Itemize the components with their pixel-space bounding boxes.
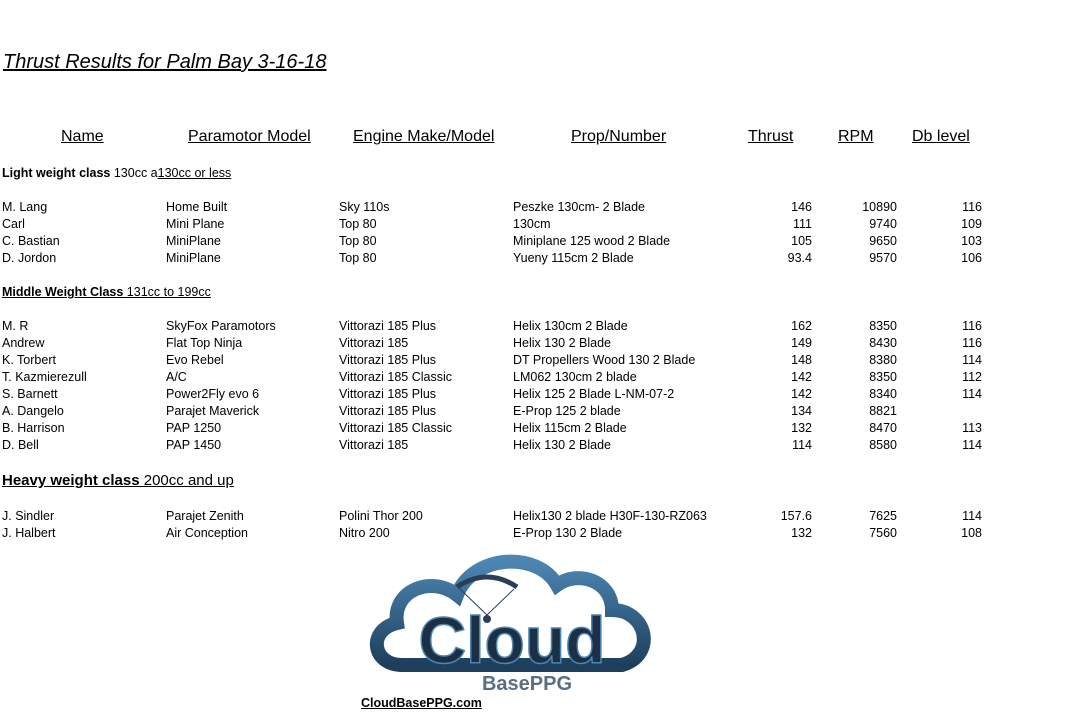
cell-engine: Nitro 200 bbox=[339, 526, 390, 540]
cell-rpm: 8470 bbox=[869, 421, 897, 435]
cell-model: MiniPlane bbox=[166, 234, 221, 248]
cell-thrust: 93.4 bbox=[787, 251, 812, 265]
website-link[interactable]: CloudBasePPG.com bbox=[361, 696, 482, 710]
cell-rpm: 8821 bbox=[869, 404, 897, 418]
cell-name: B. Harrison bbox=[2, 421, 65, 435]
cell-model: Home Built bbox=[166, 200, 228, 214]
section-light-range: 130cc a bbox=[110, 166, 158, 180]
cell-engine: Top 80 bbox=[339, 251, 377, 265]
cell-engine: Vittorazi 185 Classic bbox=[339, 421, 453, 435]
cell-thrust: 105 bbox=[791, 234, 812, 248]
cell-rpm: 8580 bbox=[869, 438, 897, 452]
cell-rpm: 8380 bbox=[869, 353, 897, 367]
cloudbase-logo bbox=[362, 545, 662, 695]
cell-name: T. Kazmierezull bbox=[2, 370, 87, 384]
cell-name: D. Jordon bbox=[2, 251, 57, 265]
cell-name: J. Halbert bbox=[2, 526, 56, 540]
cell-rpm: 8430 bbox=[869, 336, 897, 350]
cell-engine: Vittorazi 185 bbox=[339, 438, 409, 452]
table-row bbox=[0, 370, 1072, 387]
cell-prop: Miniplane 125 wood 2 Blade bbox=[513, 234, 671, 248]
cell-engine: Vittorazi 185 Plus bbox=[339, 387, 437, 401]
cell-model: Parajet Maverick bbox=[166, 404, 260, 418]
cell-db: 114 bbox=[962, 387, 982, 401]
cell-prop: Helix 125 2 Blade L-NM-07-2 bbox=[513, 387, 675, 401]
section-light-range-underlined: 130cc or less bbox=[157, 166, 232, 180]
cell-thrust: 132 bbox=[791, 421, 812, 435]
cell-db: 109 bbox=[961, 217, 982, 231]
cell-rpm: 9740 bbox=[869, 217, 897, 231]
cell-engine: Sky 110s bbox=[339, 200, 390, 214]
cell-name: M. Lang bbox=[2, 200, 48, 214]
cell-engine: Polini Thor 200 bbox=[339, 509, 423, 523]
cell-name: M. R bbox=[2, 319, 29, 333]
cell-thrust: 142 bbox=[791, 387, 812, 401]
cell-name: A. Dangelo bbox=[2, 404, 64, 418]
cell-db: 116 bbox=[962, 200, 982, 214]
section-heavy-range: 200cc and up bbox=[139, 472, 234, 489]
cell-prop: E-Prop 125 2 blade bbox=[513, 404, 621, 418]
section-light-heading bbox=[2, 166, 231, 180]
table-row bbox=[0, 509, 1072, 526]
cell-thrust: 149 bbox=[791, 336, 812, 350]
cell-thrust: 111 bbox=[792, 217, 812, 231]
section-heavy-label: Heavy weight class bbox=[2, 472, 140, 489]
table-row bbox=[0, 526, 1072, 543]
cell-model: MiniPlane bbox=[166, 251, 221, 265]
table-row bbox=[0, 217, 1072, 234]
table-row bbox=[0, 438, 1072, 455]
cell-db: 116 bbox=[962, 319, 982, 333]
cell-prop: Helix130 2 blade H30F-130-RZ063 bbox=[513, 509, 707, 523]
cell-model: SkyFox Paramotors bbox=[166, 319, 276, 333]
cell-name: Carl bbox=[2, 217, 25, 231]
header-rpm: RPM bbox=[838, 128, 874, 145]
section-heavy-heading bbox=[2, 472, 234, 489]
cell-thrust: 157.6 bbox=[780, 509, 812, 523]
table-row bbox=[0, 319, 1072, 336]
section-light-label: Light weight class bbox=[2, 166, 111, 180]
cell-model: PAP 1250 bbox=[166, 421, 222, 435]
header-engine: Engine Make/Model bbox=[353, 128, 495, 145]
cell-db: 114 bbox=[962, 353, 982, 367]
table-row bbox=[0, 200, 1072, 217]
cell-rpm: 9650 bbox=[869, 234, 897, 248]
table-row bbox=[0, 421, 1072, 438]
cell-prop: Yueny 115cm 2 Blade bbox=[513, 251, 634, 265]
header-model: Paramotor Model bbox=[188, 128, 311, 145]
cell-rpm: 8350 bbox=[869, 319, 897, 333]
cell-prop: Helix 130cm 2 Blade bbox=[513, 319, 628, 333]
header-db: Db level bbox=[912, 128, 970, 145]
cell-model: Power2Fly evo 6 bbox=[166, 387, 260, 401]
cell-thrust: 142 bbox=[791, 370, 812, 384]
cell-rpm: 9570 bbox=[869, 251, 897, 265]
header-name: Name bbox=[61, 128, 104, 145]
logo-word: Cloud bbox=[418, 603, 606, 677]
cell-thrust: 148 bbox=[791, 353, 812, 367]
cell-db: 114 bbox=[962, 509, 982, 523]
cell-engine: Vittorazi 185 Plus bbox=[339, 353, 437, 367]
table-row bbox=[0, 336, 1072, 353]
cell-model: Mini Plane bbox=[166, 217, 225, 231]
cell-db: 106 bbox=[961, 251, 982, 265]
cell-thrust: 134 bbox=[791, 404, 812, 418]
cell-thrust: 132 bbox=[791, 526, 812, 540]
cell-model: PAP 1450 bbox=[166, 438, 222, 452]
cell-db: 114 bbox=[962, 438, 982, 452]
header-prop: Prop/Number bbox=[571, 128, 667, 145]
cell-engine: Vittorazi 185 bbox=[339, 336, 409, 350]
cell-prop: Helix 115cm 2 Blade bbox=[513, 421, 627, 435]
cell-thrust: 146 bbox=[791, 200, 812, 214]
cell-prop: Helix 130 2 Blade bbox=[513, 438, 611, 452]
table-row bbox=[0, 234, 1072, 251]
page-title: Thrust Results for Palm Bay 3-16-18 bbox=[3, 51, 327, 73]
cell-rpm: 7560 bbox=[869, 526, 897, 540]
cell-engine: Vittorazi 185 Plus bbox=[339, 404, 437, 418]
cell-db: 116 bbox=[962, 336, 982, 350]
cell-engine: Top 80 bbox=[339, 217, 377, 231]
logo-sub: BasePPG bbox=[481, 673, 573, 695]
cell-prop: LM062 130cm 2 blade bbox=[513, 370, 637, 384]
cell-prop: Helix 130 2 Blade bbox=[513, 336, 611, 350]
cell-model: Air Conception bbox=[166, 526, 248, 540]
table-row bbox=[0, 353, 1072, 370]
cell-prop: DT Propellers Wood 130 2 Blade bbox=[513, 353, 696, 367]
section-middle-heading bbox=[2, 285, 211, 299]
cell-prop: E-Prop 130 2 Blade bbox=[513, 526, 623, 540]
cell-rpm: 8350 bbox=[869, 370, 897, 384]
cell-name: C. Bastian bbox=[2, 234, 60, 248]
cell-db: 112 bbox=[962, 370, 982, 384]
cell-prop: Peszke 130cm- 2 Blade bbox=[513, 200, 646, 214]
cell-thrust: 162 bbox=[791, 319, 812, 333]
cell-name: J. Sindler bbox=[2, 509, 55, 523]
header-thrust: Thrust bbox=[748, 128, 794, 145]
cell-rpm: 10890 bbox=[862, 200, 897, 214]
cell-model: A/C bbox=[166, 370, 187, 384]
cell-engine: Vittorazi 185 Plus bbox=[339, 319, 437, 333]
section-middle-range: 131cc to 199cc bbox=[123, 285, 211, 299]
cell-prop: 130cm bbox=[513, 217, 551, 231]
cell-model: Flat Top Ninja bbox=[166, 336, 243, 350]
cell-model: Parajet Zenith bbox=[166, 509, 244, 523]
cell-db: 108 bbox=[961, 526, 982, 540]
cell-rpm: 8340 bbox=[869, 387, 897, 401]
table-row bbox=[0, 251, 1072, 268]
cell-name: S. Barnett bbox=[2, 387, 58, 401]
cell-db: 113 bbox=[962, 421, 982, 435]
cell-engine: Vittorazi 185 Classic bbox=[339, 370, 453, 384]
table-row bbox=[0, 387, 1072, 404]
cell-name: Andrew bbox=[2, 336, 45, 350]
table-row bbox=[0, 404, 1072, 421]
cell-name: K. Torbert bbox=[2, 353, 56, 367]
cell-engine: Top 80 bbox=[339, 234, 377, 248]
section-middle-label: Middle Weight Class bbox=[2, 285, 124, 299]
cell-model: Evo Rebel bbox=[166, 353, 224, 367]
cell-name: D. Bell bbox=[2, 438, 39, 452]
cell-thrust: 114 bbox=[792, 438, 812, 452]
cell-rpm: 7625 bbox=[869, 509, 897, 523]
cell-db: 103 bbox=[961, 234, 982, 248]
